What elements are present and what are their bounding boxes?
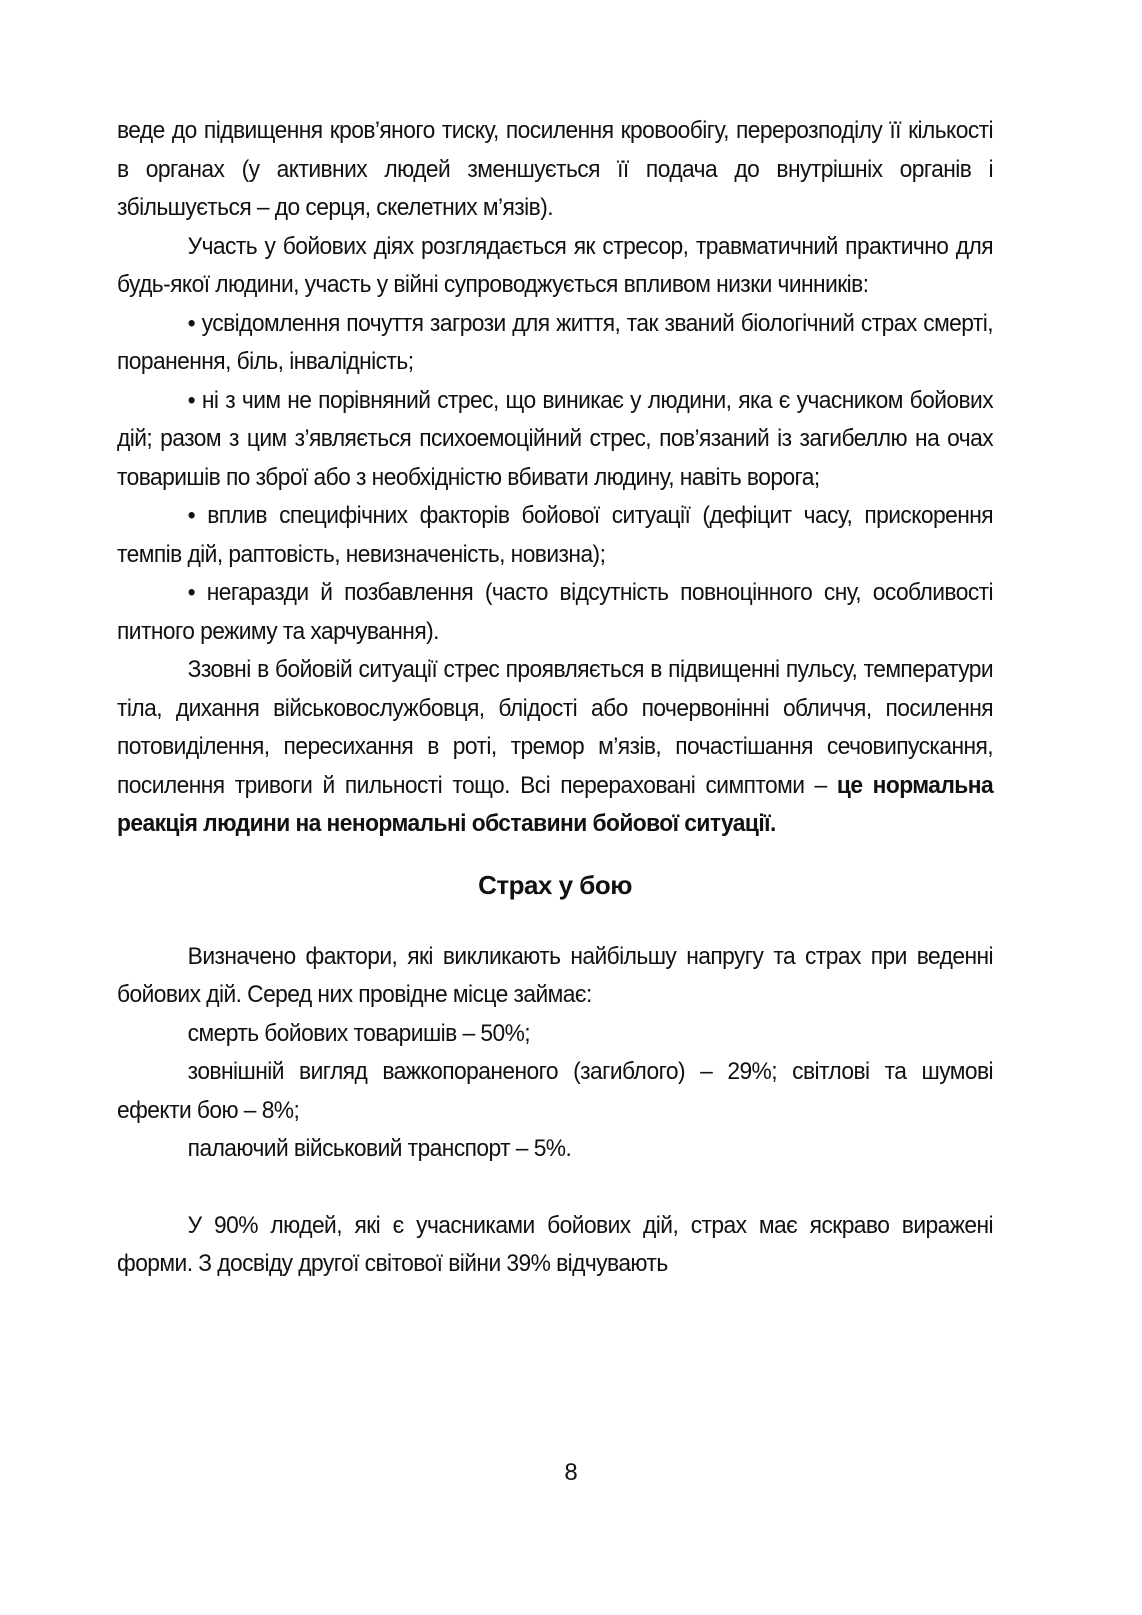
bullet-specific-factors: • вплив специфічних факторів бойової ситуації (дефіцит часу, прискорення темпів дій, раптовість, невизначеність, новизна); xyxy=(117,502,994,568)
paragraph-blood-pressure: веде до підвищення кров’яного тиску, посилення кровообігу, перерозподілу її кількості в органах (у активних людей зменшується її подача до внутрішніх органів і збільшується – до серця, скелетних м’язів). xyxy=(117,117,994,221)
factor-death-of-comrades: смерть бойових товаришів – 50%; xyxy=(187,1019,531,1047)
paragraph-fear-forms: У 90% людей, які є учасниками бойових дій, страх має яскраво виражені форми. З досвіду другої світової війни 39% відчувають xyxy=(117,1211,994,1277)
bullet-threat-to-life: • усвідомлення почуття загрози для життя, так званий біологічний страх смерті, поранення, біль, інвалідність; xyxy=(117,309,994,375)
section-heading: Страх у бою xyxy=(478,869,632,900)
factor-wounded-appearance: зовнішній вигляд важкопораненого (загиблого) – 29%; світлові та шумові ефекти бою – 8%; xyxy=(117,1058,994,1124)
paragraph-fear-factors-intro: Визначено фактори, які викликають найбільшу напругу та страх при веденні бойових дій. Серед них провідне місце займає: xyxy=(117,942,994,1008)
paragraph-combat-stressor: Участь у бойових діях розглядається як стресор, травматичний практично для будь-якої людини, участь у війні супроводжується впливом низки чинників: xyxy=(117,232,994,298)
bullet-incomparable-stress: • ні з чим не порівняний стрес, що виникає у людини, яка є учасником бойових дій; разом з цим з’являється психоемоційний стрес, пов’язаний із загибеллю на очах товаришів по зброї або з необхідністю вбивати людину, навіть ворога; xyxy=(117,386,994,491)
symptoms-text: Ззовні в бойовій ситуації стрес проявляється в підвищенні пульсу, температури тіла, дихання військовослужбовця, блідості або почервонінні обличчя, посилення потовиділення, пересихання в роті, тремор м’язів, почастішання сечовипускання, посилення тривоги й пильності тощо. Всі перераховані симптоми – xyxy=(117,656,994,799)
page-number: 8 xyxy=(564,1459,578,1486)
paragraph-stress-symptoms xyxy=(117,651,993,844)
document-page xyxy=(117,112,993,1284)
normal-reaction-emphasis: це нормальна реакція людини на ненормальні обставини бойової ситуації. xyxy=(117,771,994,837)
factor-burning-transport: палаючий військовий транспорт – 5%. xyxy=(187,1135,572,1162)
bullet-hardships: • негаразди й позбавлення (часто відсутність повноцінного сну, особливості питного режиму та харчування). xyxy=(117,579,994,645)
blank-line xyxy=(117,1169,993,1207)
